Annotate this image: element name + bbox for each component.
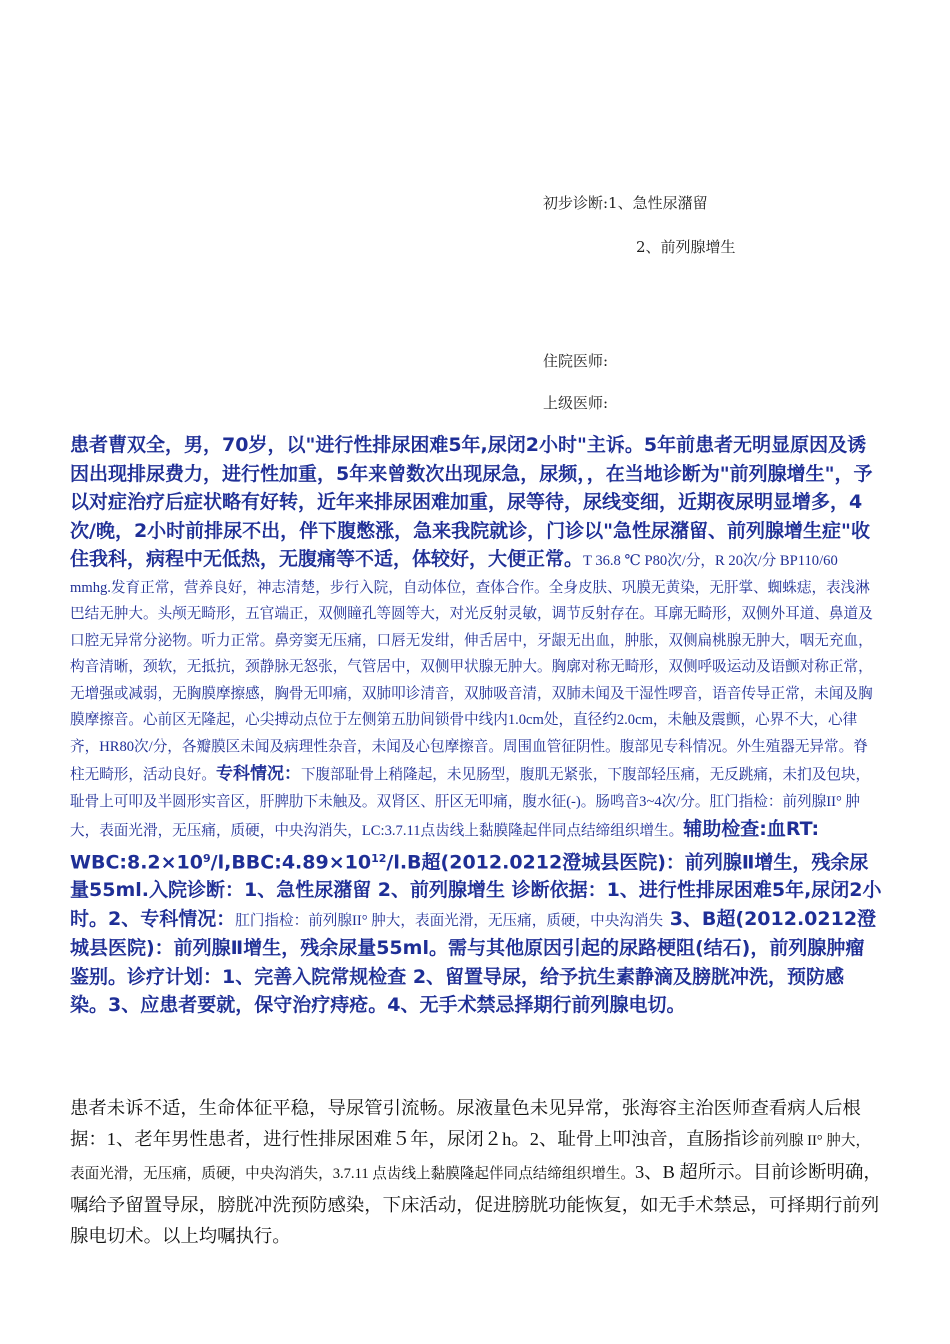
specialty-findings: 下腹部耻骨上稍隆起，未见肠型，腹肌无紧张，下腹部轻压痛，无反跳痛，未扪及包块，耻骨上可叩及半圆形实音区，肝脾肋下未触及。双肾区、肝区无叩痛，腹水征(-)。肠鸣音3~4次/分。肛门指检：前列腺II° 肿大，表面光滑，无压痛，质硬，中央沟消失，LC:3.7.11点齿线上黏膜隆起伴同点结缔组织增生。 (70, 767, 871, 839)
diagnostic-basis-exam: 肛门指检：前列腺II° 肿大，表面光滑，无压痛，质硬，中央沟消失 (235, 912, 664, 929)
preliminary-diagnosis-2: 2、前列腺增生 (636, 238, 736, 256)
auxiliary-exam-b: /l,BBC:4.89×10 (210, 850, 372, 873)
specialty-heading: 专科情况： (215, 764, 301, 784)
progress-note-part-2: 前列腺 II° 肿大，表面光滑，无压痛，质硬，中央沟消失，3.7.11 点齿线上黏膜隆起伴同点结缔组织增生。 (70, 1133, 871, 1182)
aux-superscript-2: 12 (371, 851, 387, 865)
chief-complaint-history: 患者曹双全，男，70岁，以"进行性排尿困难5年,尿闭2小时"主诉。5年前患者无明显原因及诱因出现排尿费力，进行性加重，5年来曾数次出现尿急，尿频，，在当地诊断为"前列腺增生"，予以对症治疗后症状略有好转，近年来排尿困难加重，尿等待，尿线变细，近期夜尿明显增多，4次/晚，2小时前排尿不出，伴下腹憋涨，急来我院就诊，门诊以"急性尿潴留、前列腺增生症"收住我科，病程中无低热，无腹痛等不适，体较好，大便正常。 (70, 434, 873, 570)
progress-note-part-3: 3、B 超所示。目前诊断明确，嘱给予留置导尿，膀胱冲洗预防感染，下床活动，促进膀胱功能恢复，如无手术禁忌，可择期行前列腺电切术。以上均嘱执行。 (70, 1162, 882, 1246)
admission-record (70, 431, 882, 1020)
auxiliary-exam-c: /l.B超(2012.0212澄城县医院)：前列腺Ⅱ增生，残余尿量55ml.入院诊断：1、急性尿潴留 2、前列腺增生 诊断依据：1、进行性排尿困难5年,尿闭2小时。2、专科情况： (70, 850, 882, 930)
treatment-plan: 3、B超(2012.0212澄城县医院)：前列腺Ⅱ增生，残余尿量55ml。需与其他原因引起的尿路梗阻(结石)，前列腺肿瘤鉴别。诊疗计划：1、完善入院常规检查 2、留置导尿，给予抗生素静滴及膀胱冲洗，预防感染。3、应患者要就，保守治疗痔疮。4、无手术禁忌择期行前列腺电切。 (70, 907, 877, 1017)
resident-physician-label: 住院医师: (543, 352, 609, 370)
preliminary-diagnosis-1: 初步诊断:1、急性尿潴留 (543, 194, 708, 212)
physical-exam: T 36.8 ℃ P80次/分，R 20次/分 BP110/60 mmhg.发育正常，营养良好，神志清楚，步行入院，自动体位，查体合作。全身皮肤、巩膜无黄染，无肝掌、蜘蛛痣，表浅淋巴结无肿大。头颅无畸形，五官端正，双侧瞳孔等圆等大，对光反射灵敏，调节反射存在。耳廓无畸形，双侧外耳道、鼻道及口腔无异常分泌物。听力正常。鼻旁窦无压痛，口唇无发绀，伸舌居中，牙龈无出血，肿胀，双侧扁桃腺无肿大，咽无充血，构音清晰，颈软，无抵抗，颈静脉无怒张，气管居中，双侧甲状腺无肿大。胸廓对称无畸形，双侧呼吸运动及语颤对称正常，无增强或减弱，无胸膜摩擦感，胸骨无叩痛，双肺叩诊清音，双肺吸音清，双肺未闻及干湿性啰音，语音传导正常，未闻及胸膜摩擦音。心前区无隆起，心尖搏动点位于左侧第五肋间锁骨中线内1.0cm处，直径约2.0cm，未触及震颤，心界不大，心律齐，HR80次/分，各瓣膜区未闻及病理性杂音，未闻及心包摩擦音。周围血管征阴性。腹部见专科情况。外生殖器无异常。脊柱无畸形，活动良好。 (70, 553, 873, 783)
progress-note (70, 1093, 882, 1252)
aux-superscript-1: 9 (203, 851, 211, 865)
progress-note-part-1: 患者未诉不适，生命体征平稳，导尿管引流畅。尿液量色未见异常，张海容主治医师查看病人后根据：1、老年男性患者，进行性排尿困难５年，尿闭２h。2、耻骨上叩浊音，直肠指诊 (70, 1098, 861, 1149)
superior-physician-label: 上级医师: (543, 394, 609, 412)
auxiliary-exam-a: 辅助检查:血RT: WBC:8.2×10 (70, 818, 820, 873)
